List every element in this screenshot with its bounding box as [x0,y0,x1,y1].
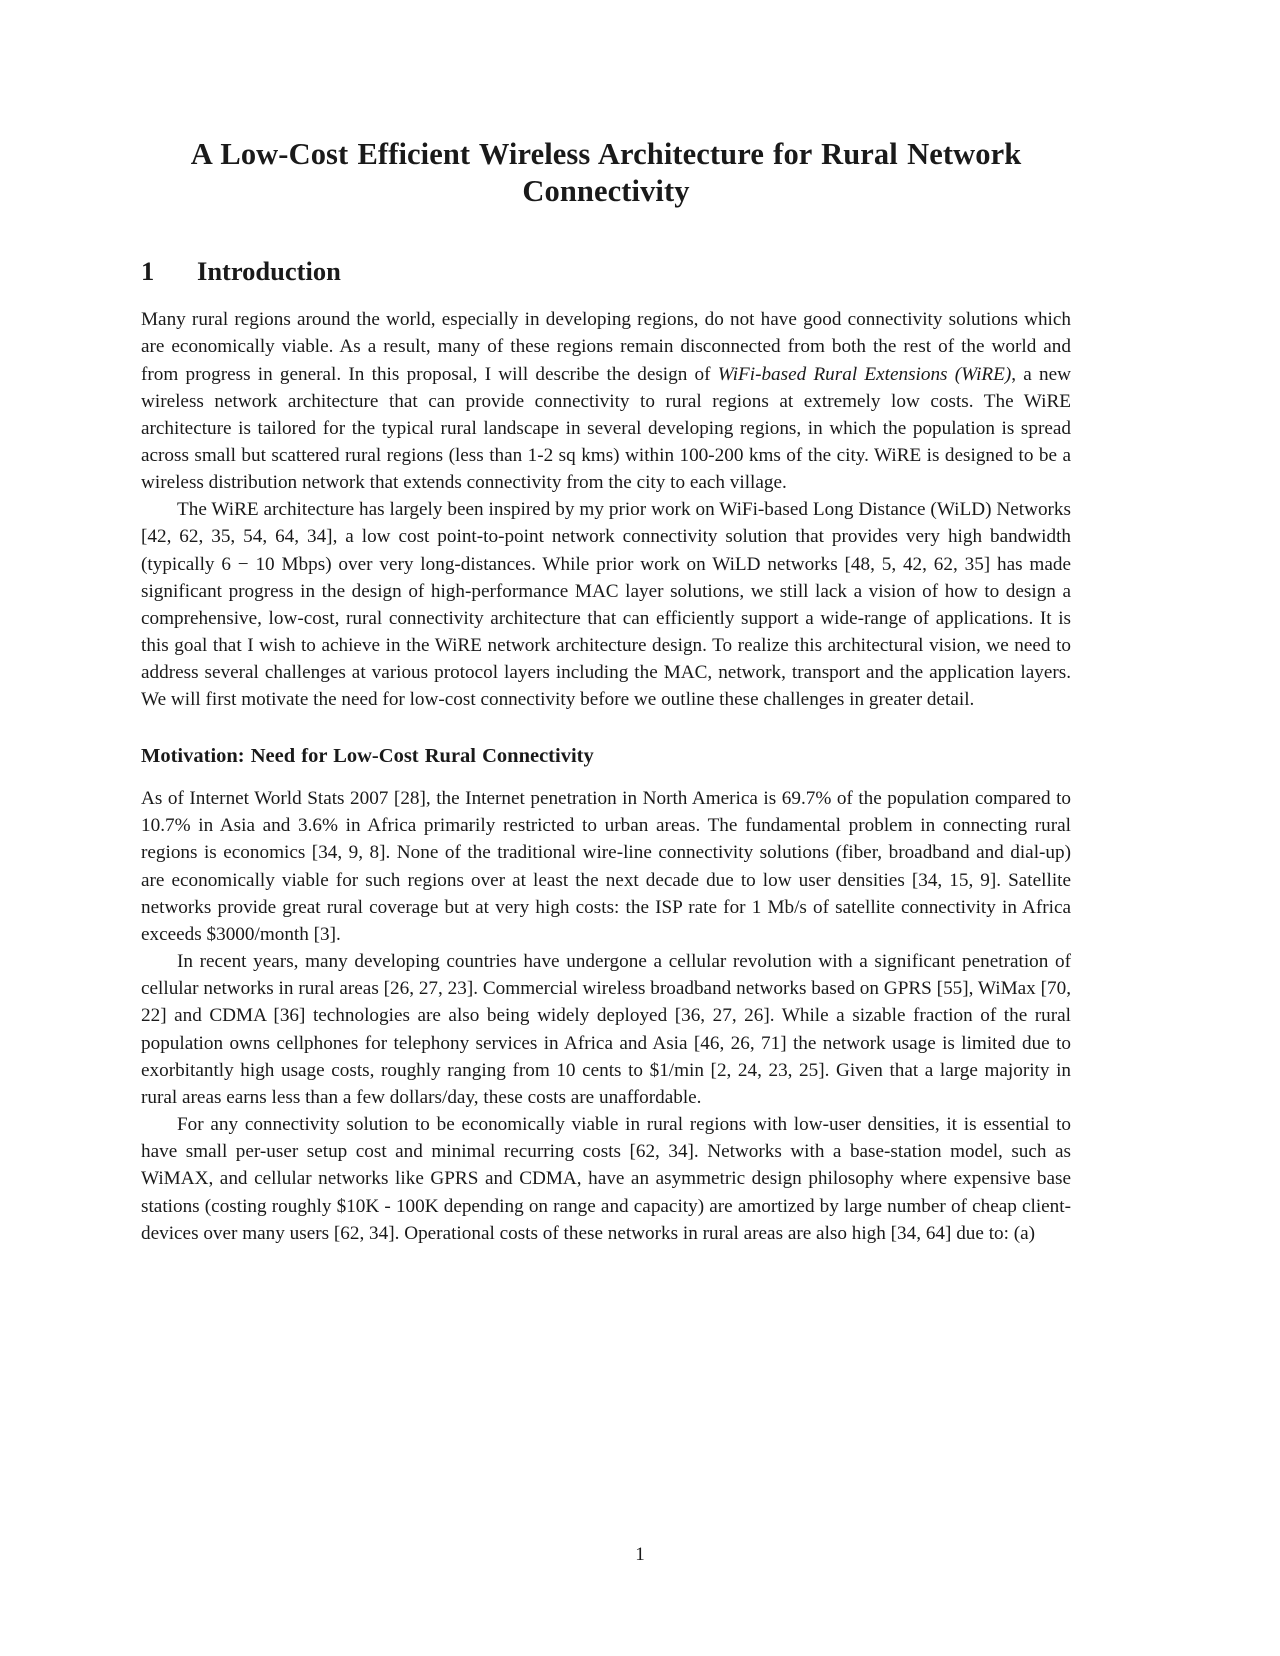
page-content [141,0,1071,1247]
page-number: 1 [635,1544,645,1565]
section-title: Introduction [197,256,341,287]
emphasis-wire-term: WiFi-based Rural Extensions (WiRE) [717,363,1012,385]
section-number: 1 [141,256,155,287]
paragraph-motivation-2: In recent years, many developing countries have undergone a cellular revolution with a significant penetration of cellular networks in rural areas [26, 27, 23]. Commercial wireless broadband networks based on GPRS [55], WiMax [70, 22] and CDMA [36] technologies are also being widely deployed [36, 27, 26]. While a sizable fraction of the rural population owns cellphones for telephony services in Africa and Asia [46, 26, 71] the network usage is limited due to exorbitantly high usage costs, roughly ranging from 10 cents to $1/min [2, 24, 23, 25]. Given that a large majority in rural areas earns less than a few dollars/day, these costs are unaffordable. [141,951,1071,1108]
paragraph-text-part: , a new wireless network architecture that can provide connectivity to rural regions at extremely low costs. The WiRE architecture is tailored for the typical rural landscape in several developing regions, in which the population is spread across small but scattered rural regions (less than 1-2 sq kms) within 100-200 kms of the city. WiRE is designed to be a wireless distribution network that extends connectivity from the city to each village. [141,363,1071,494]
paragraph-motivation-3: For any connectivity solution to be economically viable in rural regions with low-user densities, it is essential to have small per-user setup cost and minimal recurring costs [62, 34]. Networks with a base-station model, such as WiMAX, and cellular networks like GPRS and CDMA, have an asymmetric design philosophy where expensive base stations (costing roughly $10K - 100K depending on range and capacity) are amortized by large number of cheap client-devices over many users [62, 34]. Operational costs of these networks in rural areas are also high [34, 64] due to: (a) [141,1114,1071,1244]
paragraph-motivation-1: As of Internet World Stats 2007 [28], the Internet penetration in North America is 69.7% of the population compared to 10.7% in Asia and 3.6% in Africa primarily restricted to urban areas. The fundamental problem in connecting rural regions is economics [34, 9, 8]. None of the traditional wire-line connectivity solutions (fiber, broadband and dial-up) are economically viable for such regions over at least the next decade due to low user densities [34, 15, 9]. Satellite networks provide great rural coverage but at very high costs: the ISP rate for 1 Mb/s of satellite connectivity in Africa exceeds $3000/month [3]. [141,788,1071,945]
paragraph-intro-2: The WiRE architecture has largely been inspired by my prior work on WiFi-based Long Distance (WiLD) Networks [42, 62, 35, 54, 64, 34], a low cost point-to-point network connectivity solution that provides very high bandwidth (typically 6 − 10 Mbps) over very long-distances. While prior work on WiLD networks [48, 5, 42, 62, 35] has made significant progress in the design of high-performance MAC layer solutions, we still lack a vision of how to design a comprehensive, low-cost, rural connectivity architecture that can efficiently support a wide-range of applications. It is this goal that I wish to achieve in the WiRE network architecture design. To realize this architectural vision, we need to address several challenges at various protocol layers including the MAC, network, transport and the application layers. We will first motivate the need for low-cost connectivity before we outline these challenges in greater detail. [141,499,1071,711]
subsection-heading-motivation: Motivation: Need for Low-Cost Rural Connectivity [141,744,594,767]
paragraph-intro-1 [141,288,1071,496]
section-heading-introduction [141,210,1071,288]
page-title: A Low-Cost Efficient Wireless Architecture for Rural Network Connectivity [190,137,1022,209]
paragraph-text-part: Many rural regions around the world, especially in developing regions, do not have good connectivity solutions which are economically viable. As a result, many of these regions remain disconnected from both the rest of the world and from progress in general. In this proposal, I will describe the design of [141,309,1071,385]
